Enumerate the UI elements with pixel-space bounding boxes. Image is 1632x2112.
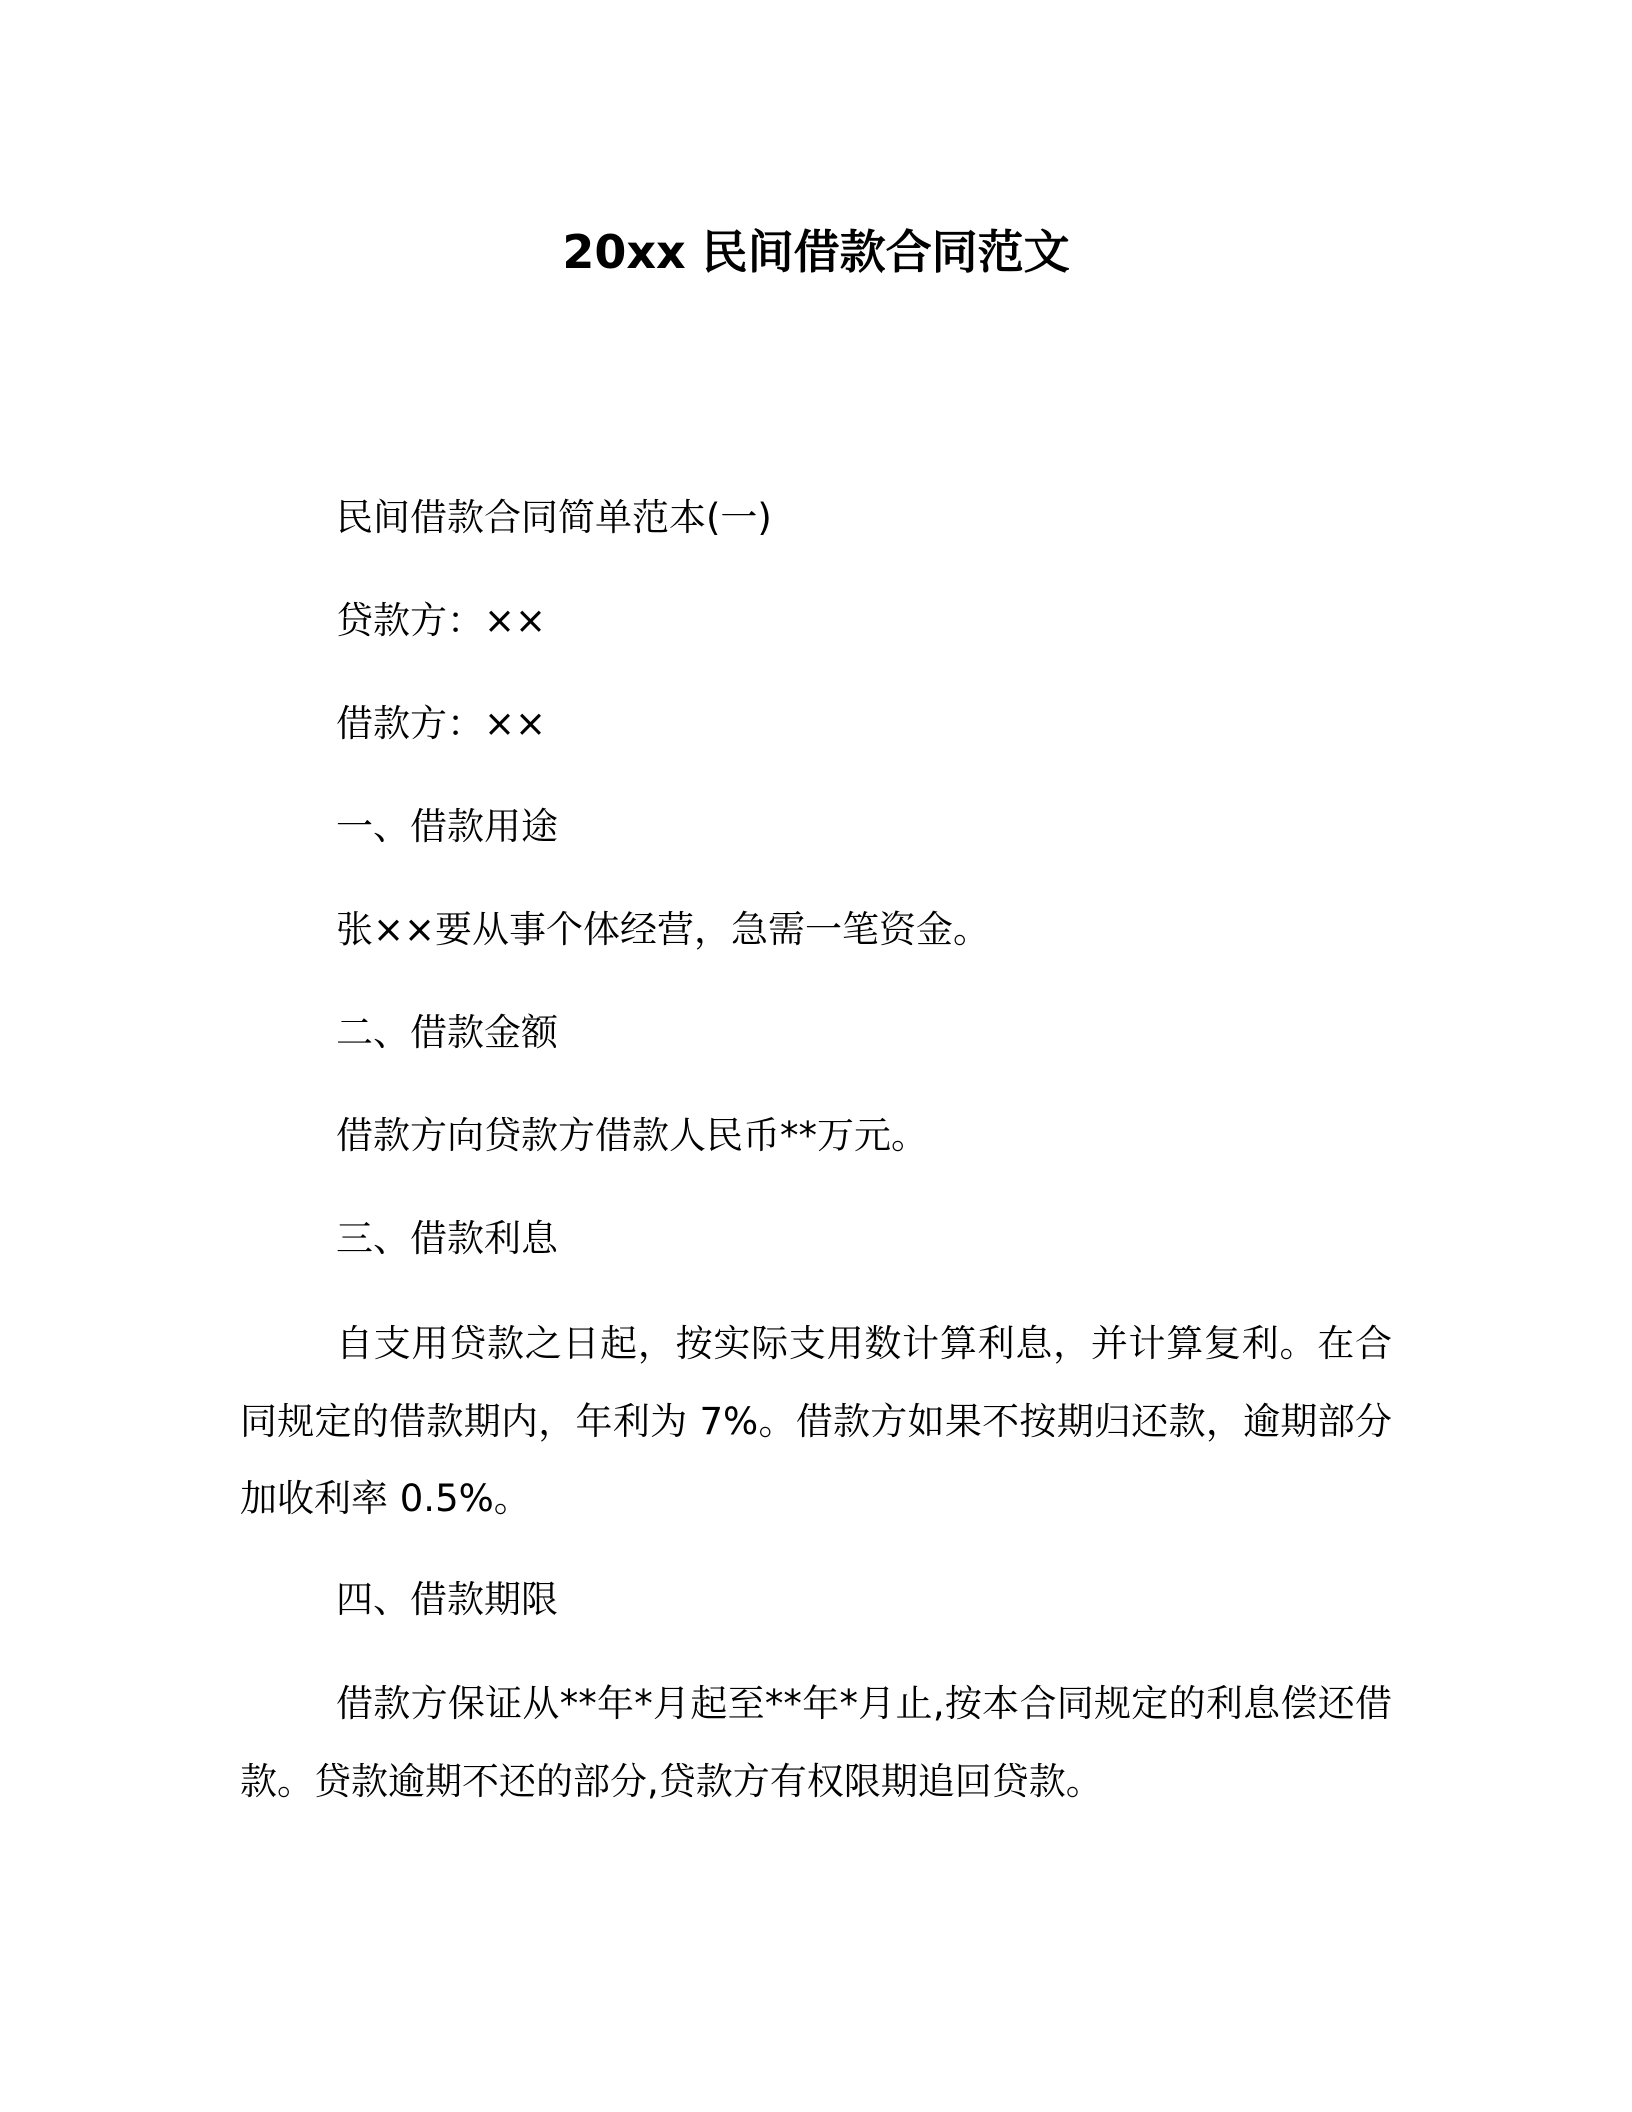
section-body-purpose: 张××要从事个体经营，急需一笔资金。 [336, 908, 991, 951]
contract-subtitle: 民间借款合同简单范本(一) [336, 496, 772, 539]
section-body-interest: 自支用贷款之日起，按实际支用数计算利息，并计算复利。在合同规定的借款期内，年利为 7%。借款方如果不按期归还款，逾期部分加收利率 0.5%。 [240, 1322, 1392, 1520]
section-body-term: 借款方保证从**年*月起至**年*月止,按本合同规定的利息偿还借款。贷款逾期不还的部分,贷款方有权限期追回贷款。 [240, 1682, 1392, 1803]
document-title: 20xx 民间借款合同范文 [562, 225, 1070, 279]
section-body-amount: 借款方向贷款方借款人民币**万元。 [336, 1114, 928, 1157]
lender-line: 贷款方：×× [336, 599, 547, 642]
section-heading-interest: 三、借款利息 [336, 1217, 558, 1260]
section-heading-term: 四、借款期限 [336, 1578, 558, 1621]
section-heading-amount: 二、借款金额 [336, 1011, 558, 1054]
section-heading-purpose: 一、借款用途 [336, 805, 558, 848]
borrower-line: 借款方：×× [336, 702, 547, 745]
